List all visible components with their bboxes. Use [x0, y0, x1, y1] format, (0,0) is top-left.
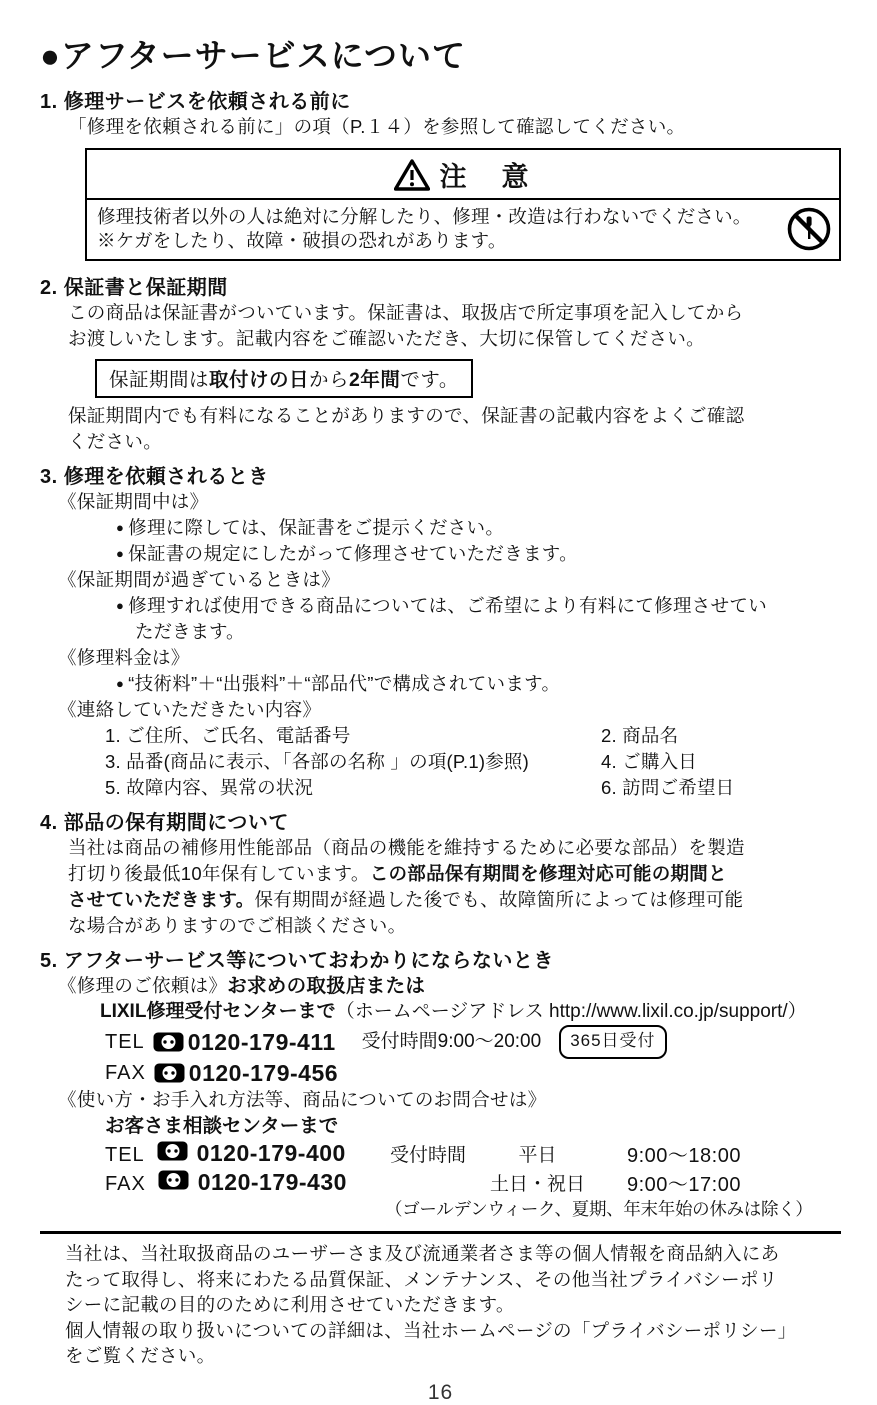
- warranty-text-bold-2: 2年間: [349, 369, 401, 391]
- repair-center-url: （ホームページアドレス http://www.lixil.co.jp/support/）: [335, 1001, 807, 1022]
- list-item: 6. 訪問ご希望日: [601, 777, 735, 798]
- warranty-text-3: です。: [400, 369, 459, 391]
- section-1-heading: 1. 修理サービスを依頼される前に: [40, 91, 351, 113]
- freedial-icon: [157, 1141, 188, 1161]
- bullet-paid-repair-line-1: ● 修理すれば使用できる商品については、ご希望により有料にて修理させてい: [135, 593, 841, 619]
- weekend-hours: 9:00～17:00: [627, 1174, 741, 1196]
- list-item: 3. 品番(商品に表示、「各部の名称 」の項(P.1)参照): [105, 751, 529, 772]
- list-item: 4. ご購入日: [601, 751, 697, 772]
- privacy-line-4: 個人情報の取り扱いについての詳細は、当社ホームページの「プライバシーポリシー」: [65, 1319, 797, 1341]
- caution-label: 注 意: [439, 162, 533, 192]
- section-2-line-1: この商品は保証書がついています。保証書は、取扱店で所定事項を記入してから: [68, 302, 744, 323]
- freedial-icon: [153, 1032, 184, 1052]
- caution-text: [97, 205, 785, 253]
- section-3-heading: 3. 修理を依頼されるとき: [40, 466, 269, 488]
- privacy-line-2: たって取得し、将来にわたる品質保証、メンテナンス、その他当社プライバシーポリ: [65, 1268, 778, 1290]
- bullet-fee-composition: ● “技術料”＋“出張料”＋“部品代”で構成されています。: [135, 671, 841, 697]
- repair-tel-number: 0120-179-411: [187, 1029, 336, 1055]
- section-4-line-2-normal: 打切り後最低10年保有しています。: [68, 863, 370, 884]
- warranty-text-1: 保証期間は: [109, 369, 210, 391]
- repair-request-label: 《修理のご依頼は》: [58, 975, 228, 996]
- badge-365days: 365日受付: [559, 1025, 666, 1059]
- group-warranty-expired-label: 《保証期間が過ぎているときは》: [58, 569, 341, 590]
- consumer-center-name: お客さま相談センターまで: [105, 1115, 339, 1137]
- section-4-heading: 4. 部品の保有期間について: [40, 812, 289, 834]
- privacy-line-1: 当社は、当社取扱商品のユーザーさま及び流通業者さま等の個人情報を商品納入にあ: [65, 1243, 780, 1264]
- caution-line-1: 修理技術者以外の人は絶対に分解したり、修理・改造は行わないでください。: [97, 206, 752, 227]
- warning-triangle-icon: [394, 159, 430, 191]
- caution-box: [85, 148, 841, 261]
- privacy-line-3: シーに記載の目的のために利用させていただきます。: [65, 1294, 515, 1315]
- fax-label: FAX: [105, 1173, 146, 1195]
- warranty-text-bold-1: 取付けの日: [209, 369, 310, 391]
- consumer-tel: [105, 1140, 390, 1167]
- list-item: 1. ご住所、ご氏名、電話番号: [105, 725, 351, 746]
- weekend-label: 土日・祝日: [489, 1174, 585, 1195]
- section-2-line-4: ください。: [68, 431, 163, 452]
- consumer-tel-row: [105, 1139, 841, 1168]
- caution-body: [87, 200, 839, 259]
- list-item: 5. 故障内容、異常の状況: [105, 777, 314, 798]
- inquiry-label: 《使い方・お手入れ方法等、商品についてのお問合せは》: [58, 1089, 547, 1110]
- holiday-note: （ゴールデンウィーク、夏期、年末年始の休みは除く）: [385, 1199, 813, 1219]
- page-number: 16: [427, 1380, 454, 1404]
- caution-header: [87, 150, 839, 200]
- consumer-fax-row: [105, 1168, 841, 1197]
- privacy-notice: [40, 1231, 841, 1369]
- no-disassembly-icon: [785, 206, 833, 252]
- section-4-line-2-bold: この部品保有期間を修理対応可能の期間と: [369, 863, 727, 884]
- section-4-line-3-normal: 保有期間が経過した後でも、故障箇所によっては修理可能: [254, 889, 744, 910]
- group-warranty-active-label: 《保証期間中は》: [58, 491, 209, 512]
- group-repair-fee-label: 《修理料金は》: [58, 647, 190, 668]
- repair-hours: 受付時間9:00～20:00: [361, 1031, 542, 1052]
- hours-label: 受付時間: [390, 1145, 467, 1166]
- privacy-line-5: をご覧ください。: [65, 1345, 216, 1366]
- repair-request-line: [58, 973, 841, 999]
- section-4-line-1: 当社は商品の補修用性能部品（商品の機能を維持するために必要な部品）を製造: [68, 837, 745, 858]
- tel-label: TEL: [105, 1144, 145, 1166]
- section-2-heading: 2. 保証書と保証期間: [40, 277, 228, 299]
- section-1-body: 「修理を依頼される前に」の項（P.１４）を参照して確認してください。: [68, 116, 686, 137]
- list-item: 2. 商品名: [601, 725, 679, 746]
- group-contact-info-label: 《連絡していただきたい内容》: [58, 699, 322, 720]
- tel-label: TEL: [105, 1031, 145, 1053]
- bullet-repair-per-terms: ● 保証書の規定にしたがって修理させていただきます。: [135, 541, 841, 567]
- repair-center-name: LIXIL修理受付センターまで: [100, 1001, 336, 1022]
- section-5-heading: 5. アフターサービス等についておわかりにならないとき: [40, 950, 554, 972]
- consumer-tel-number: 0120-179-400: [196, 1140, 346, 1166]
- warranty-period-box: [95, 359, 473, 398]
- contact-info-list: [105, 723, 841, 801]
- caution-line-2: ※ケガをしたり、故障・破損の恐れがあります。: [97, 230, 507, 251]
- section-4-line-4: な場合がありますのでご相談ください。: [68, 915, 407, 936]
- repair-tel-row: [105, 1025, 841, 1059]
- section-4-line-3-bold: させていただきます。: [68, 889, 255, 910]
- repair-center-line: [100, 999, 841, 1025]
- bullet-show-warranty: ● 修理に際しては、保証書をご提示ください。: [135, 515, 841, 541]
- freedial-icon: [158, 1170, 189, 1190]
- section-2-line-2: お渡しいたします。記載内容をご確認いただき、大切に保管してください。: [68, 328, 705, 349]
- repair-fax-row: [105, 1059, 841, 1087]
- repair-request-bold: お求めの取扱店または: [227, 975, 426, 997]
- section-4-line-3: [68, 887, 841, 913]
- bullet-paid-repair-line-2: ただきます。: [135, 621, 245, 642]
- fax-label: FAX: [105, 1062, 146, 1084]
- consumer-fax: [105, 1169, 390, 1196]
- weekday-hours: 9:00～18:00: [627, 1145, 741, 1167]
- page-title: ●アフターサービスについて: [40, 37, 466, 74]
- section-4-line-2: [68, 861, 841, 887]
- section-2-line-3: 保証期間内でも有料になることがありますので、保証書の記載内容をよくご確認: [68, 405, 745, 426]
- freedial-icon: [154, 1063, 185, 1083]
- repair-fax-number: 0120-179-456: [188, 1060, 339, 1086]
- warranty-text-2: から: [309, 369, 350, 391]
- consumer-fax-number: 0120-179-430: [197, 1169, 347, 1195]
- weekday-label: 平日: [518, 1145, 557, 1166]
